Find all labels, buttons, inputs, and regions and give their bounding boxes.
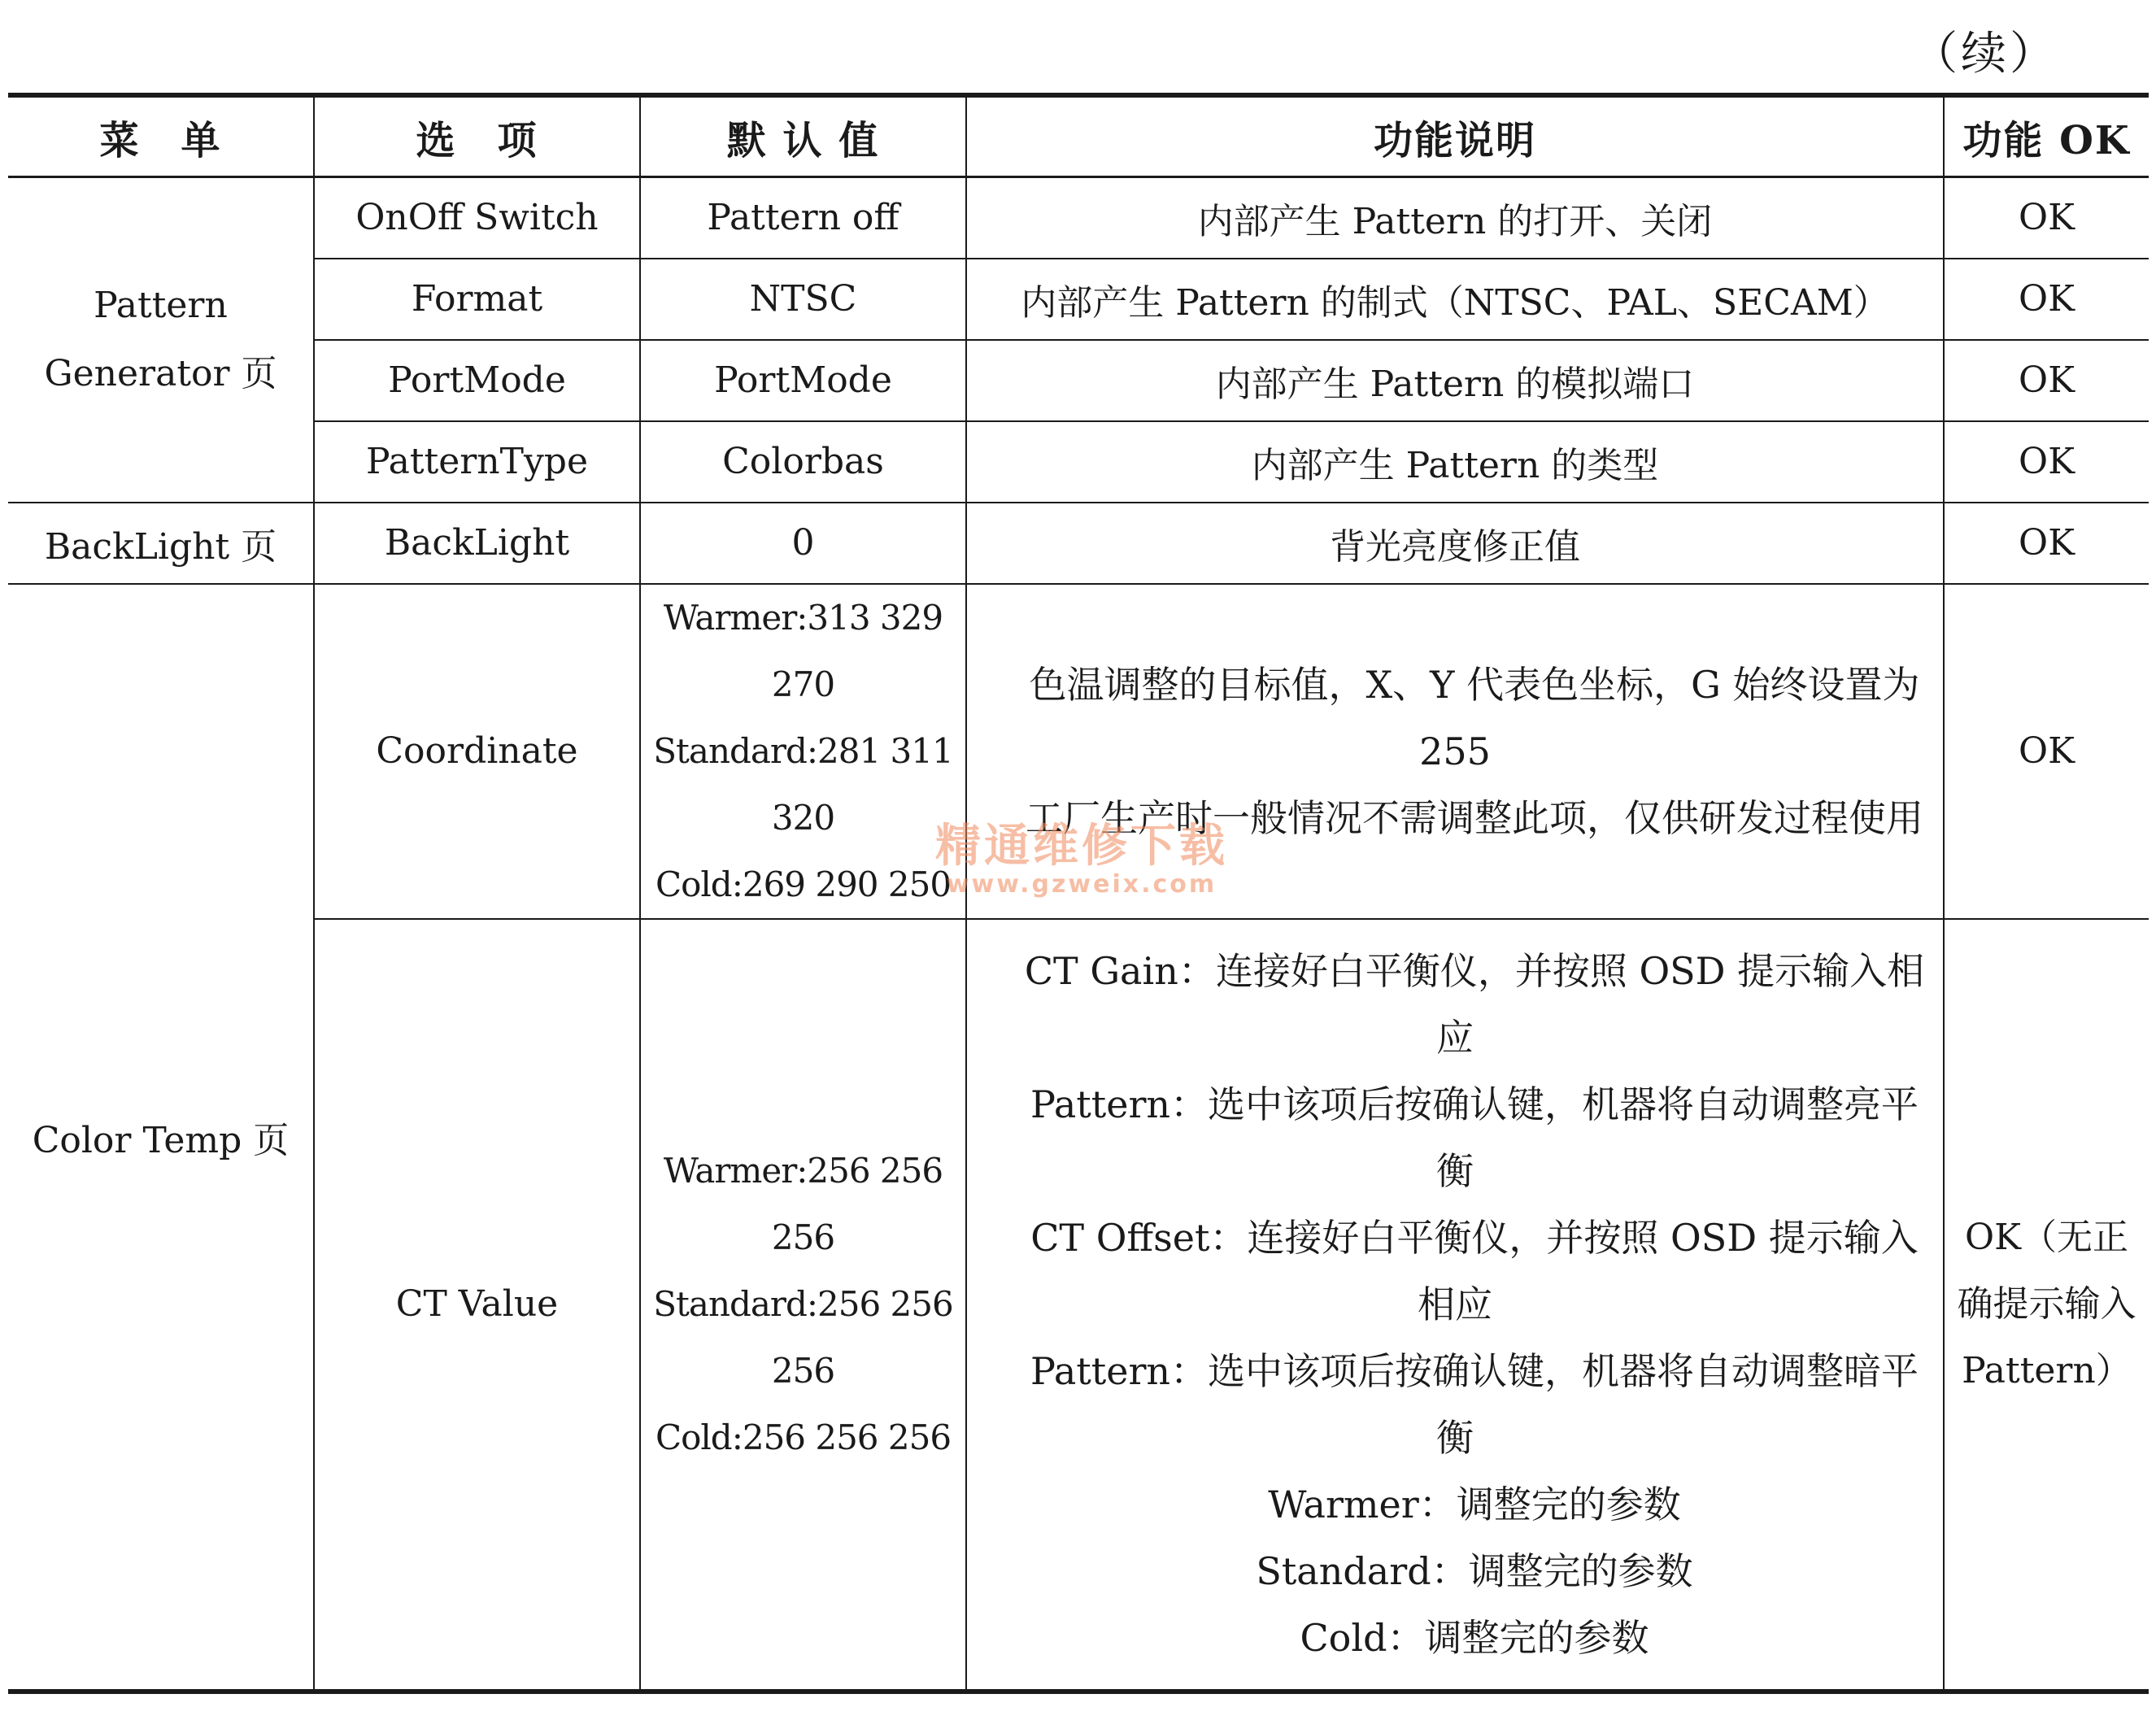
watermark-title: 精通维修下载 — [935, 819, 1228, 873]
table-row — [8, 919, 2149, 1692]
default-line: Cold:269 290 250 — [655, 864, 952, 904]
ok-cell: OK — [1944, 421, 2149, 503]
default-cell: NTSC — [640, 259, 966, 340]
menu-color-temp: Color Temp 页 — [8, 584, 314, 1692]
ok-cell: OK — [1944, 340, 2149, 421]
ok-cell: OK — [1944, 259, 2149, 340]
description-paragraph: CT Offset：连接好白平衡仪，并按照 OSD 提示输入相应 — [1030, 1215, 1919, 1326]
header-option: 选 项 — [314, 95, 640, 177]
default-cell: Pattern off — [640, 177, 966, 259]
menu-backlight: BackLight 页 — [8, 503, 314, 584]
header-ok: 功能 OK — [1944, 95, 2149, 177]
description-paragraph: Pattern：选中该项后按确认键，机器将自动调整暗平衡 — [1030, 1348, 1919, 1460]
watermark-url: www.gzweix.com — [946, 870, 1217, 899]
description-cell: 内部产生 Pattern 的模拟端口 — [966, 340, 1944, 421]
description-cell — [966, 584, 1944, 919]
ok-cell: OK（无正确提示输入 Pattern） — [1944, 919, 2149, 1692]
description-paragraph: Cold：调整完的参数 — [1300, 1615, 1649, 1660]
description-cell: 内部产生 Pattern 的制式（NTSC、PAL、SECAM） — [966, 259, 1944, 340]
option-cell: PortMode — [314, 340, 640, 421]
default-line: Warmer:313 329 270 — [663, 597, 943, 704]
default-cell: PortMode — [640, 340, 966, 421]
option-cell: Format — [314, 259, 640, 340]
default-line: Cold:256 256 256 — [655, 1417, 952, 1457]
description-paragraph: Warmer：调整完的参数 — [1268, 1482, 1681, 1526]
ok-cell: OK — [1944, 177, 2149, 259]
description-paragraph: CT Gain：连接好白平衡仪，并按照 OSD 提示输入相应 — [1024, 948, 1925, 1060]
default-cell: 0 — [640, 503, 966, 584]
option-cell: BackLight — [314, 503, 640, 584]
default-line: Standard:256 256 256 — [653, 1283, 953, 1391]
option-cell: PatternType — [314, 421, 640, 503]
option-cell: Coordinate — [314, 584, 640, 919]
table-row — [8, 259, 2149, 340]
table-row — [8, 503, 2149, 584]
description-cell — [966, 919, 1944, 1692]
ok-cell: OK — [1944, 503, 2149, 584]
default-line: Standard:281 311 320 — [653, 730, 953, 838]
table-row — [8, 421, 2149, 503]
description-cell: 背光亮度修正值 — [966, 503, 1944, 584]
option-cell: CT Value — [314, 919, 640, 1692]
description-paragraph: Pattern：选中该项后按确认键，机器将自动调整亮平衡 — [1030, 1082, 1919, 1193]
default-line: Warmer:256 256 256 — [663, 1150, 943, 1257]
menu-spec-table — [8, 93, 2149, 1694]
header-default: 默 认 值 — [640, 95, 966, 177]
description-cell: 内部产生 Pattern 的打开、关闭 — [966, 177, 1944, 259]
option-cell: OnOff Switch — [314, 177, 640, 259]
ok-cell: OK — [1944, 584, 2149, 919]
description-paragraph: Standard：调整完的参数 — [1256, 1548, 1693, 1593]
continued-label: （续） — [1912, 28, 2058, 81]
table-row — [8, 177, 2149, 259]
default-cell — [640, 919, 966, 1692]
table-row — [8, 584, 2149, 919]
header-menu: 菜 单 — [8, 95, 314, 177]
header-description: 功能说明 — [966, 95, 1944, 177]
table-header-row — [8, 95, 2149, 177]
description-paragraph: 工厂生产时一般情况不需调整此项，仅供研发过程使用 — [1026, 795, 1923, 840]
default-cell: Colorbas — [640, 421, 966, 503]
table-row — [8, 340, 2149, 421]
menu-pattern-generator: Pattern Generator 页 — [8, 177, 314, 503]
default-cell — [640, 584, 966, 919]
description-cell: 内部产生 Pattern 的类型 — [966, 421, 1944, 503]
description-paragraph: 色温调整的目标值，X、Y 代表色坐标，G 始终设置为 255 — [1029, 662, 1920, 773]
